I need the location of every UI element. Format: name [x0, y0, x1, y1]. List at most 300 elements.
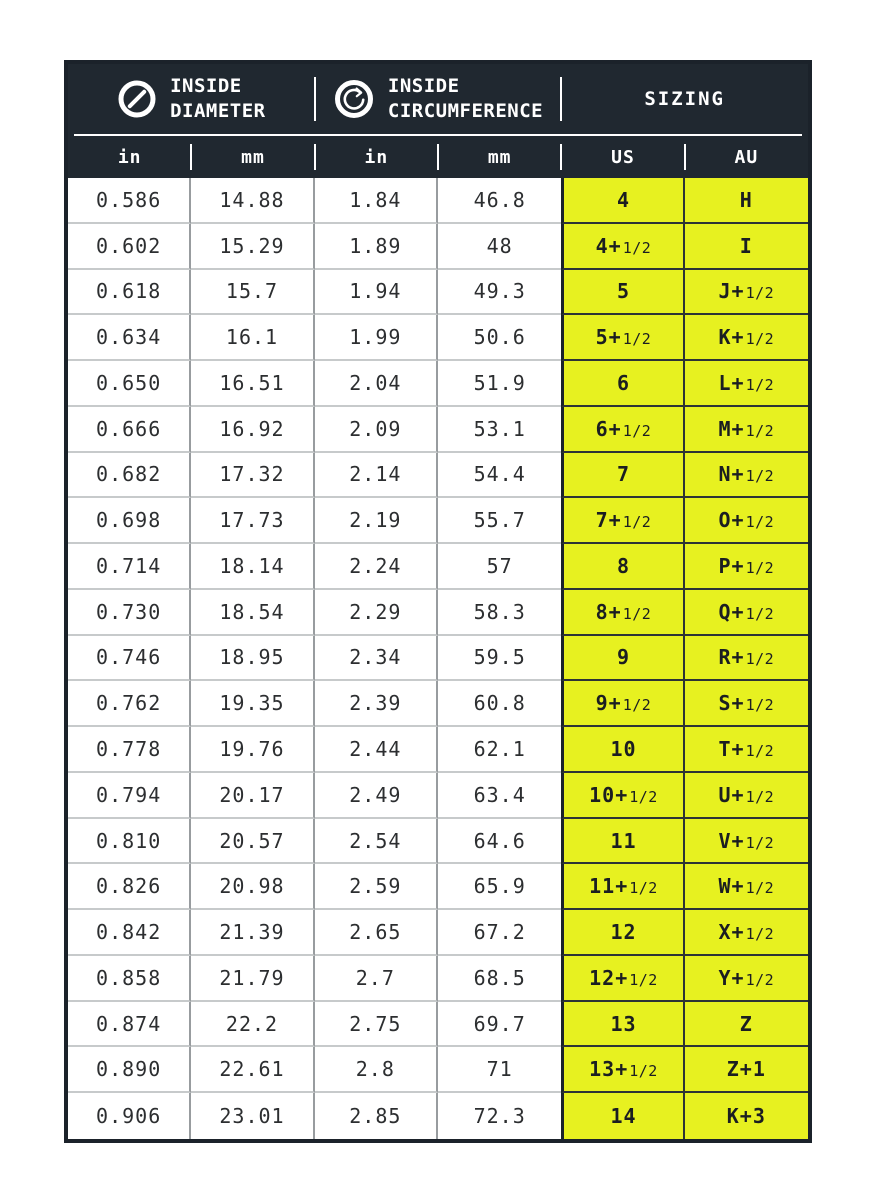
cell-value: 15.7 [225, 279, 279, 304]
table-row [68, 819, 808, 865]
cell-value: 0.858 [96, 965, 162, 990]
cell-value: 22.2 [225, 1011, 279, 1036]
column-header-label: in [117, 146, 142, 168]
table-row [68, 773, 808, 819]
au-size-cell [685, 1002, 808, 1048]
diameter-mm-cell [191, 864, 314, 910]
column-header-circumference-mm [438, 136, 561, 178]
au-size-cell [685, 1047, 808, 1093]
diameter-mm-cell [191, 453, 314, 499]
header-group-inside-diameter [68, 64, 315, 134]
header-group-label-line1: INSIDE [170, 74, 242, 97]
us-size-cell [561, 544, 684, 590]
cell-value: 0.874 [96, 1011, 162, 1036]
circumference-icon [333, 78, 375, 120]
table-row [68, 361, 808, 407]
us-size-cell [561, 361, 684, 407]
table-row [68, 407, 808, 453]
cell-value: 2.75 [349, 1011, 402, 1036]
diameter-in-cell [68, 864, 191, 910]
cell-value: 18.95 [219, 645, 285, 670]
us-size-cell [561, 498, 684, 544]
table-row [68, 453, 808, 499]
au-size-cell [685, 224, 808, 270]
header-group-label-line2: DIAMETER [170, 100, 266, 122]
cell-value: 20.57 [219, 828, 285, 853]
cell-value: 2.8 [355, 1057, 395, 1082]
cell-value: 1.89 [349, 233, 402, 258]
cell-value: 58.3 [473, 599, 526, 624]
us-size-cell [561, 590, 684, 636]
table-row [68, 956, 808, 1002]
cell-value: 13+1/2 [589, 1057, 658, 1082]
cell-value: 15.29 [219, 233, 285, 258]
us-size-cell [561, 224, 684, 270]
circumference-in-cell [315, 544, 438, 590]
circumference-in-cell [315, 1047, 438, 1093]
cell-value: P+1/2 [718, 553, 775, 578]
cell-value: 2.09 [349, 416, 402, 441]
cell-value: 23.01 [219, 1104, 285, 1129]
circumference-mm-cell [438, 178, 561, 224]
cell-value: 0.634 [96, 325, 162, 350]
cell-value: 2.85 [349, 1104, 402, 1129]
cell-value: V+1/2 [718, 828, 775, 853]
cell-value: 2.54 [349, 828, 402, 853]
table-row [68, 315, 808, 361]
circumference-in-cell [315, 407, 438, 453]
header-group-inside-circumference [315, 64, 562, 134]
au-size-cell [685, 407, 808, 453]
circumference-in-cell [315, 1093, 438, 1139]
cell-value: 2.04 [349, 370, 402, 395]
cell-value: 2.44 [349, 737, 402, 762]
cell-value: 67.2 [473, 920, 526, 945]
circumference-mm-cell [438, 544, 561, 590]
table-row [68, 544, 808, 590]
cell-value: 19.35 [219, 691, 285, 716]
cell-value: Q+1/2 [718, 599, 775, 624]
us-size-cell [561, 1047, 684, 1093]
cell-value: 63.4 [473, 782, 526, 807]
diameter-mm-cell [191, 773, 314, 819]
column-header-label: mm [241, 146, 265, 168]
diameter-mm-cell [191, 1047, 314, 1093]
cell-value: 0.682 [96, 462, 162, 487]
cell-value: 0.794 [96, 782, 162, 807]
cell-value: 1.94 [349, 279, 402, 304]
cell-value: 2.14 [349, 462, 402, 487]
column-header-label: mm [487, 146, 512, 168]
cell-value: 2.59 [349, 874, 402, 899]
cell-value: X+1/2 [718, 920, 775, 945]
diameter-in-cell [68, 544, 191, 590]
cell-value: 6+1/2 [595, 416, 652, 441]
cell-value: 20.98 [219, 874, 285, 899]
cell-value: 1.99 [349, 325, 402, 350]
circumference-in-cell [315, 315, 438, 361]
cell-value: L+1/2 [718, 370, 775, 395]
table-header [68, 64, 808, 178]
circumference-mm-cell [438, 956, 561, 1002]
diameter-in-cell [68, 773, 191, 819]
cell-value: 12+1/2 [589, 965, 658, 990]
cell-value: 0.746 [96, 645, 162, 670]
column-header-label: in [364, 146, 389, 168]
cell-value: 71 [486, 1057, 513, 1082]
header-group-label [170, 74, 266, 124]
cell-value: 16.92 [219, 416, 285, 441]
cell-value: 20.17 [219, 782, 285, 807]
cell-value: 0.810 [96, 828, 162, 853]
circumference-mm-cell [438, 864, 561, 910]
cell-value: 4+1/2 [595, 233, 652, 258]
column-header-diameter-mm [191, 136, 314, 178]
au-size-cell [685, 590, 808, 636]
column-header-row [68, 136, 808, 178]
circumference-mm-cell [438, 727, 561, 773]
au-size-cell [685, 910, 808, 956]
cell-value: U+1/2 [718, 782, 775, 807]
cell-value: 2.24 [349, 553, 402, 578]
cell-value: M+1/2 [718, 416, 775, 441]
cell-value: 48 [486, 233, 513, 258]
cell-value: 0.826 [96, 874, 162, 899]
circumference-mm-cell [438, 819, 561, 865]
diameter-in-cell [68, 1047, 191, 1093]
cell-value: 0.602 [96, 233, 162, 258]
diameter-mm-cell [191, 727, 314, 773]
cell-value: 2.29 [349, 599, 402, 624]
us-size-cell [561, 681, 684, 727]
circumference-mm-cell [438, 224, 561, 270]
us-size-cell [561, 910, 684, 956]
cell-value: 72.3 [473, 1104, 526, 1129]
us-size-cell [561, 773, 684, 819]
us-size-cell [561, 178, 684, 224]
cell-value: 68.5 [473, 965, 526, 990]
table-row [68, 590, 808, 636]
circumference-in-cell [315, 956, 438, 1002]
ring-size-chart [64, 60, 812, 1143]
circumference-in-cell [315, 681, 438, 727]
circumference-in-cell [315, 864, 438, 910]
cell-value: 0.698 [96, 508, 162, 533]
circumference-mm-cell [438, 407, 561, 453]
table-row [68, 910, 808, 956]
diameter-in-cell [68, 1093, 191, 1139]
cell-value: 1.84 [349, 187, 402, 212]
sizing-title: SIZING [644, 88, 725, 110]
cell-value: R+1/2 [718, 645, 775, 670]
column-header-diameter-in [68, 136, 191, 178]
diameter-in-cell [68, 590, 191, 636]
us-size-cell [561, 864, 684, 910]
cell-value: 9+1/2 [595, 691, 652, 716]
circumference-in-cell [315, 727, 438, 773]
diameter-in-cell [68, 453, 191, 499]
circumference-in-cell [315, 361, 438, 407]
diameter-mm-cell [191, 1002, 314, 1048]
circumference-mm-cell [438, 773, 561, 819]
cell-value: 7 [616, 462, 631, 487]
header-group-row [68, 64, 808, 134]
table-row [68, 681, 808, 727]
au-size-cell [685, 544, 808, 590]
cell-value: 50.6 [473, 325, 526, 350]
cell-value: Z [739, 1011, 753, 1036]
cell-value: 53.1 [473, 416, 526, 441]
cell-value: 8 [616, 553, 631, 578]
cell-value: 10 [610, 737, 637, 762]
cell-value: 0.842 [96, 920, 162, 945]
circumference-in-cell [315, 636, 438, 682]
circumference-mm-cell [438, 498, 561, 544]
cell-value: I [739, 233, 753, 258]
table-row [68, 270, 808, 316]
cell-value: 46.8 [473, 187, 526, 212]
au-size-cell [685, 773, 808, 819]
cell-value: J+1/2 [718, 279, 775, 304]
diameter-in-cell [68, 498, 191, 544]
table-row [68, 224, 808, 270]
au-size-cell [685, 270, 808, 316]
cell-value: W+1/2 [718, 874, 775, 899]
table-row [68, 1093, 808, 1139]
cell-value: 16.1 [225, 325, 279, 350]
cell-value: S+1/2 [718, 691, 775, 716]
circumference-mm-cell [438, 590, 561, 636]
cell-value: T+1/2 [718, 737, 775, 762]
cell-value: 2.7 [355, 965, 395, 990]
circumference-mm-cell [438, 315, 561, 361]
circumference-in-cell [315, 910, 438, 956]
column-header-circumference-in [315, 136, 438, 178]
us-size-cell [561, 407, 684, 453]
au-size-cell [685, 1093, 808, 1139]
diameter-mm-cell [191, 407, 314, 453]
au-size-cell [685, 453, 808, 499]
cell-value: 0.778 [96, 737, 162, 762]
us-size-cell [561, 315, 684, 361]
cell-value: 17.73 [219, 508, 285, 533]
circumference-mm-cell [438, 1093, 561, 1139]
cell-value: K+1/2 [718, 325, 775, 350]
cell-value: 2.39 [349, 691, 402, 716]
cell-value: 0.906 [96, 1104, 162, 1129]
circumference-in-cell [315, 498, 438, 544]
cell-value: 0.618 [96, 279, 162, 304]
us-size-cell [561, 819, 684, 865]
au-size-cell [685, 315, 808, 361]
cell-value: 14 [610, 1104, 637, 1129]
diameter-in-cell [68, 910, 191, 956]
diameter-mm-cell [191, 224, 314, 270]
cell-value: 2.49 [349, 782, 402, 807]
cell-value: 0.650 [96, 370, 162, 395]
header-group-label-line2: CIRCUMFERENCE [387, 100, 544, 122]
cell-value: 64.6 [473, 828, 526, 853]
table-row [68, 1002, 808, 1048]
diameter-in-cell [68, 270, 191, 316]
au-size-cell [685, 681, 808, 727]
cell-value: 0.730 [96, 599, 162, 624]
us-size-cell [561, 270, 684, 316]
au-size-cell [685, 819, 808, 865]
diameter-mm-cell [191, 910, 314, 956]
circumference-in-cell [315, 453, 438, 499]
circumference-mm-cell [438, 1047, 561, 1093]
cell-value: 69.7 [473, 1011, 526, 1036]
cell-value: 12 [610, 920, 637, 945]
au-size-cell [685, 361, 808, 407]
diameter-in-cell [68, 407, 191, 453]
diameter-mm-cell [191, 315, 314, 361]
diameter-mm-cell [191, 498, 314, 544]
circumference-mm-cell [438, 910, 561, 956]
diameter-mm-cell [191, 178, 314, 224]
cell-value: 60.8 [473, 691, 526, 716]
diameter-in-cell [68, 315, 191, 361]
column-header-label: US [611, 146, 635, 168]
cell-value: 2.34 [349, 645, 402, 670]
circumference-mm-cell [438, 681, 561, 727]
table-row [68, 1047, 808, 1093]
us-size-cell [561, 636, 684, 682]
header-group-sizing [561, 64, 808, 134]
cell-value: 2.19 [349, 508, 402, 533]
au-size-cell [685, 864, 808, 910]
diameter-mm-cell [191, 819, 314, 865]
column-header-au [685, 136, 808, 178]
column-header-us [561, 136, 684, 178]
table-row [68, 498, 808, 544]
cell-value: 18.14 [219, 553, 285, 578]
header-group-label-line1: INSIDE [387, 74, 460, 97]
circumference-in-cell [315, 270, 438, 316]
au-size-cell [685, 636, 808, 682]
cell-value: 62.1 [473, 737, 526, 762]
diameter-icon [117, 79, 157, 119]
diameter-mm-cell [191, 590, 314, 636]
us-size-cell [561, 727, 684, 773]
au-size-cell [685, 178, 808, 224]
circumference-in-cell [315, 1002, 438, 1048]
diameter-in-cell [68, 361, 191, 407]
table-row [68, 864, 808, 910]
circumference-mm-cell [438, 270, 561, 316]
cell-value: 14.88 [219, 187, 285, 212]
circumference-mm-cell [438, 636, 561, 682]
circumference-mm-cell [438, 361, 561, 407]
diameter-in-cell [68, 178, 191, 224]
cell-value: 8+1/2 [595, 599, 652, 624]
cell-value: 59.5 [473, 645, 526, 670]
circumference-in-cell [315, 773, 438, 819]
cell-value: 0.762 [96, 691, 162, 716]
diameter-mm-cell [191, 1093, 314, 1139]
circumference-in-cell [315, 178, 438, 224]
cell-value: 10+1/2 [589, 782, 658, 807]
cell-value: Y+1/2 [718, 965, 775, 990]
diameter-mm-cell [191, 956, 314, 1002]
cell-value: 22.61 [219, 1057, 285, 1082]
diameter-in-cell [68, 224, 191, 270]
table-body [68, 178, 808, 1139]
table-row [68, 727, 808, 773]
cell-value: 54.4 [473, 462, 526, 487]
diameter-in-cell [68, 636, 191, 682]
cell-value: 0.890 [96, 1057, 162, 1082]
diameter-mm-cell [191, 636, 314, 682]
circumference-in-cell [315, 819, 438, 865]
diameter-in-cell [68, 819, 191, 865]
diameter-in-cell [68, 681, 191, 727]
circumference-mm-cell [438, 453, 561, 499]
cell-value: 51.9 [473, 370, 526, 395]
cell-value: 65.9 [473, 874, 526, 899]
cell-value: 17.32 [219, 462, 285, 487]
cell-value: 6 [616, 370, 631, 395]
diameter-mm-cell [191, 681, 314, 727]
cell-value: Z+1 [726, 1057, 766, 1082]
cell-value: O+1/2 [718, 508, 775, 533]
cell-value: H [739, 187, 753, 212]
us-size-cell [561, 1093, 684, 1139]
cell-value: 18.54 [219, 599, 285, 624]
diameter-in-cell [68, 956, 191, 1002]
cell-value: N+1/2 [718, 462, 775, 487]
diameter-mm-cell [191, 270, 314, 316]
us-size-cell [561, 956, 684, 1002]
column-header-label: AU [734, 146, 759, 168]
cell-value: 5 [616, 279, 631, 304]
diameter-in-cell [68, 1002, 191, 1048]
cell-value: 5+1/2 [595, 325, 652, 350]
cell-value: 21.79 [219, 965, 285, 990]
cell-value: 4 [616, 187, 631, 212]
cell-value: 11 [610, 828, 637, 853]
au-size-cell [685, 498, 808, 544]
au-size-cell [685, 727, 808, 773]
cell-value: 16.51 [219, 370, 285, 395]
header-group-label [388, 74, 543, 124]
cell-value: 0.714 [96, 553, 162, 578]
cell-value: 0.666 [96, 416, 162, 441]
table-row [68, 636, 808, 682]
circumference-in-cell [315, 224, 438, 270]
cell-value: 0.586 [96, 187, 162, 212]
cell-value: 2.65 [349, 920, 402, 945]
cell-value: 13 [610, 1011, 637, 1036]
cell-value: 11+1/2 [589, 874, 658, 899]
diameter-mm-cell [191, 361, 314, 407]
cell-value: K+3 [726, 1104, 766, 1129]
circumference-in-cell [315, 590, 438, 636]
cell-value: 55.7 [473, 508, 526, 533]
cell-value: 7+1/2 [595, 508, 652, 533]
cell-value: 19.76 [219, 737, 285, 762]
cell-value: 9 [616, 645, 631, 670]
us-size-cell [561, 1002, 684, 1048]
circumference-mm-cell [438, 1002, 561, 1048]
cell-value: 49.3 [473, 279, 526, 304]
cell-value: 57 [486, 553, 513, 578]
diameter-mm-cell [191, 544, 314, 590]
diameter-in-cell [68, 727, 191, 773]
us-size-cell [561, 453, 684, 499]
table-row [68, 178, 808, 224]
